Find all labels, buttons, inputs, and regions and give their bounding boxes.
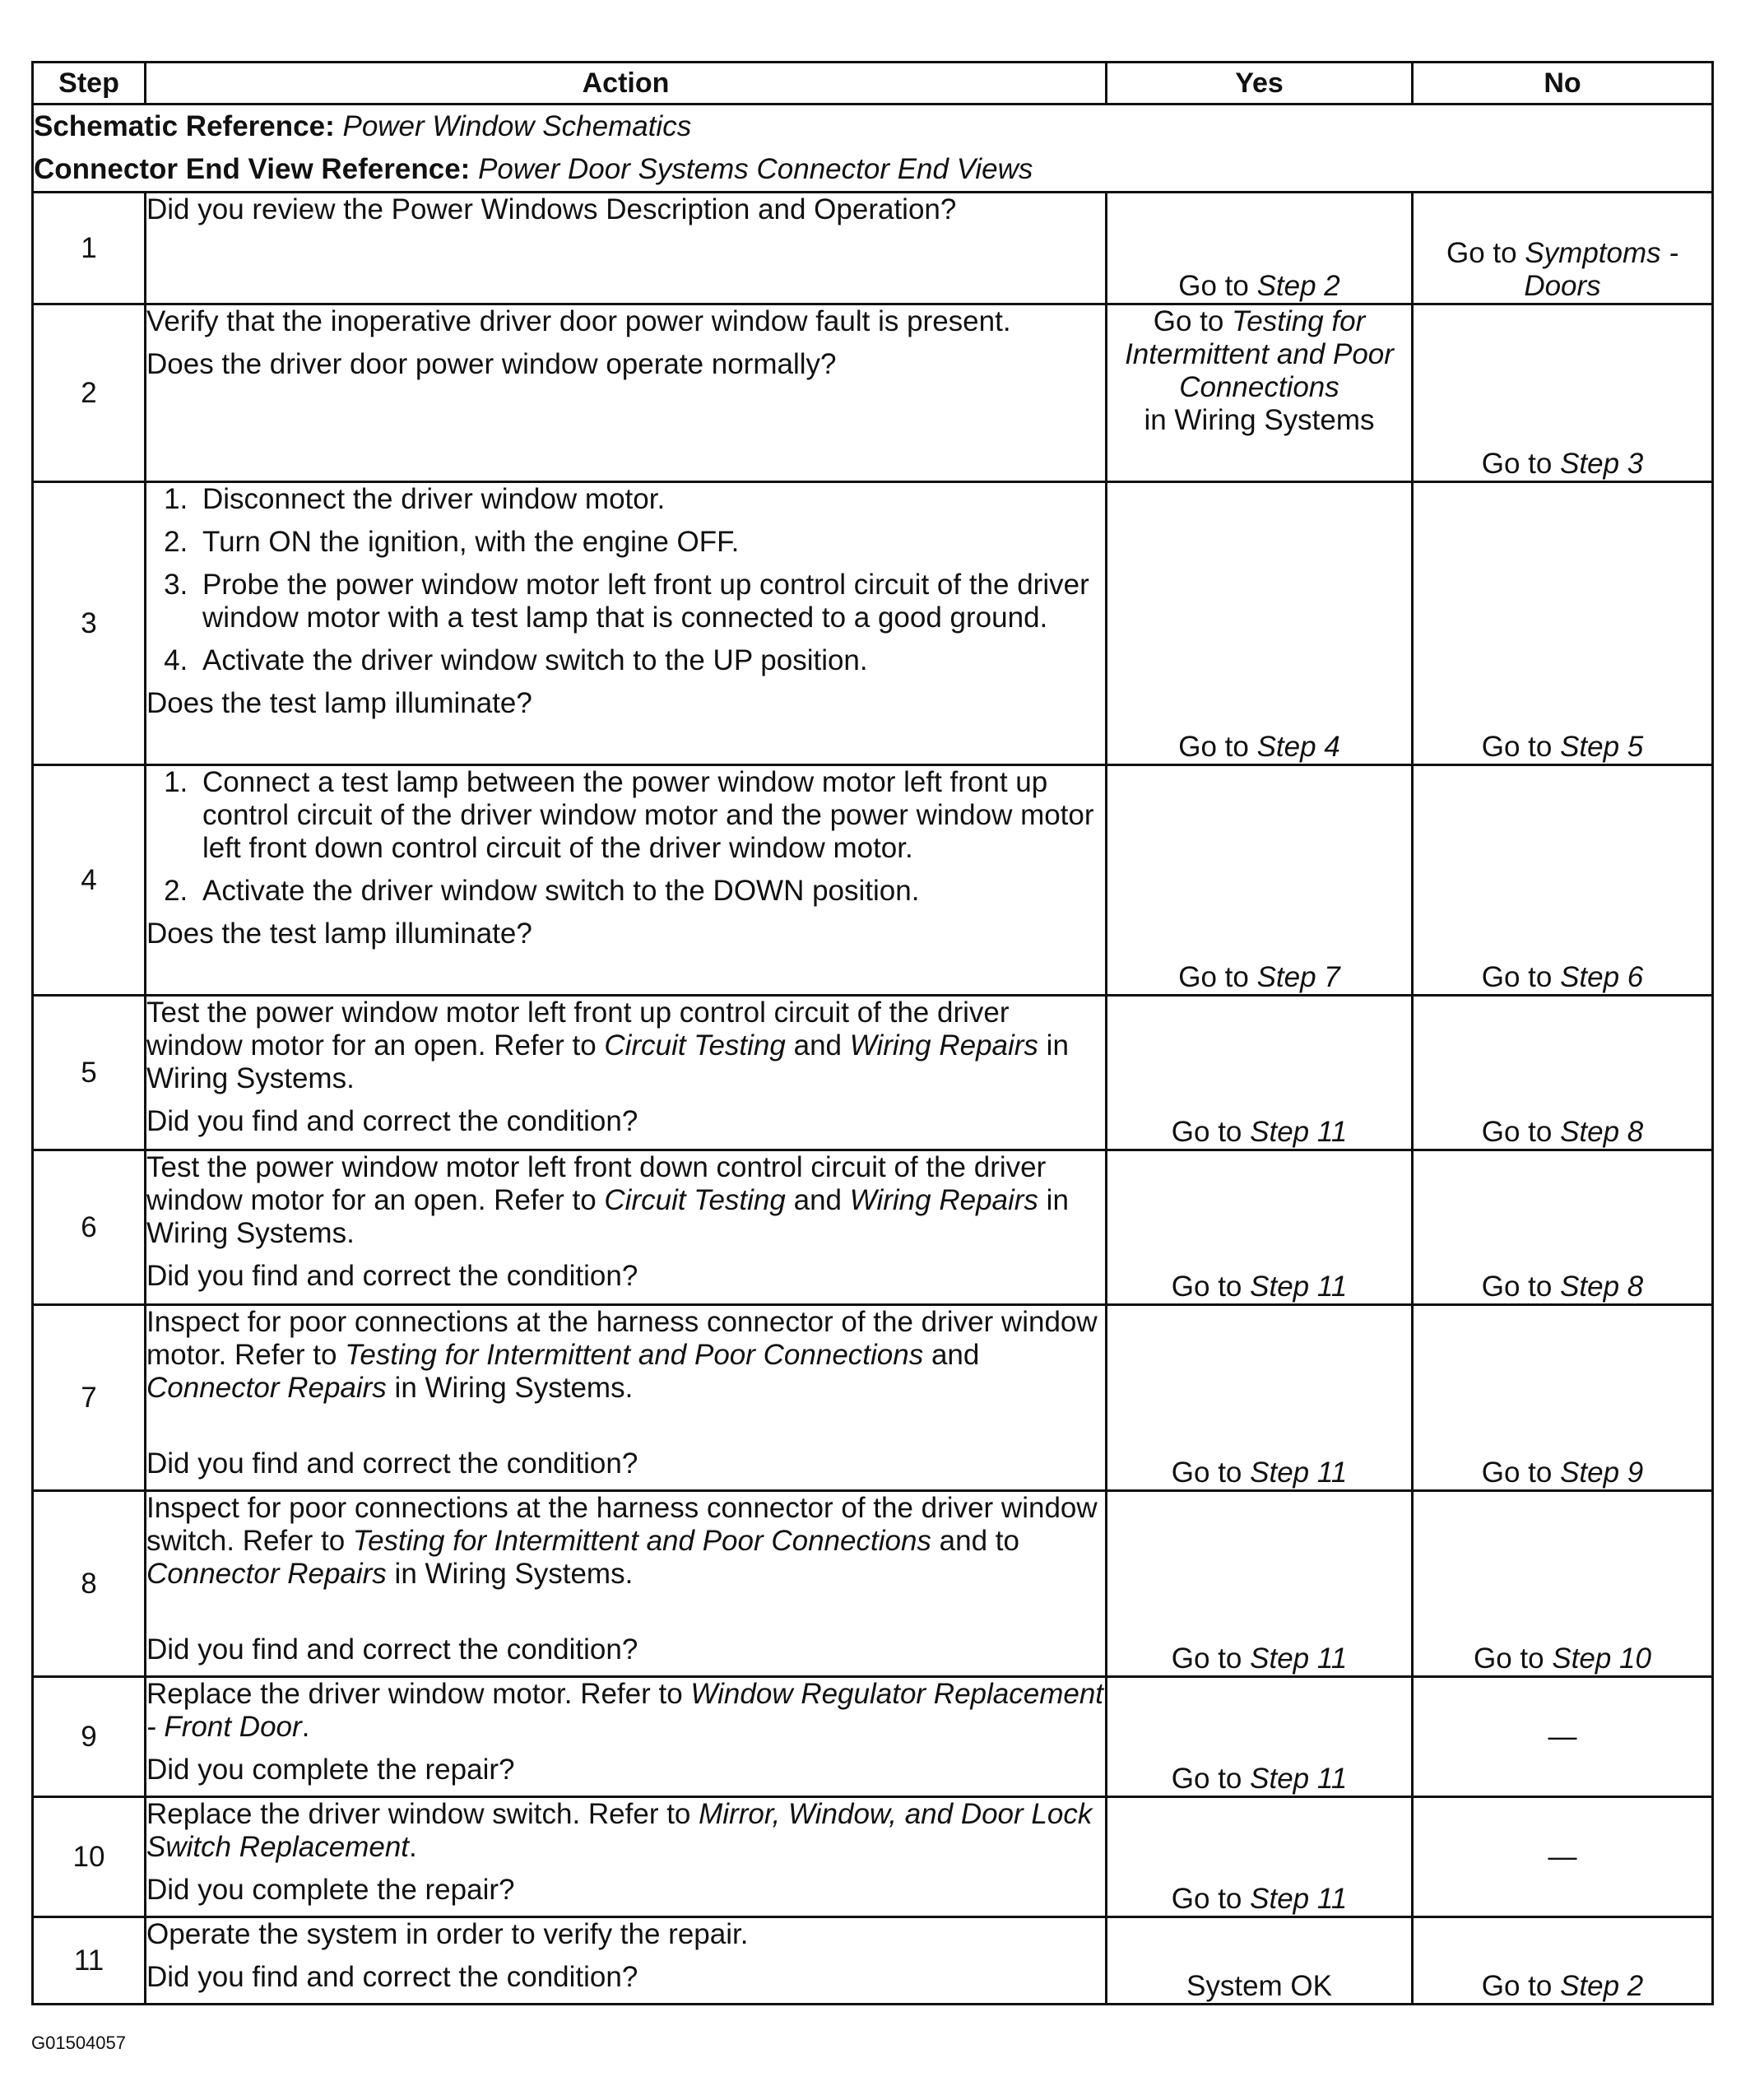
connector-reference-label: Connector End View Reference: xyxy=(34,153,471,185)
step-number: 3 xyxy=(33,482,146,765)
no-cell xyxy=(1413,1677,1713,1797)
action-cell xyxy=(146,1917,1107,2005)
action-reference: Circuit Testing xyxy=(604,1029,786,1062)
yes-text: Go to xyxy=(1178,731,1257,763)
schematic-reference-label: Schematic Reference: xyxy=(34,110,335,142)
action-text-part: in Wiring Systems. xyxy=(146,1184,1069,1249)
action-cell xyxy=(146,1150,1107,1305)
yes-link: Step 11 xyxy=(1250,1883,1348,1915)
action-question: Did you find and correct the condition? xyxy=(146,1447,638,1480)
yes-cell xyxy=(1107,1797,1413,1917)
action-text: Verify that the inoperative driver door power window fault is present. xyxy=(146,305,1011,337)
action-text-part: in Wiring Systems. xyxy=(386,1372,634,1404)
yes-link: Step 11 xyxy=(1250,1271,1348,1303)
yes-text: Go to xyxy=(1171,1883,1251,1915)
action-question: Did you find and correct the condition? xyxy=(146,1633,638,1666)
step-number: 10 xyxy=(33,1797,146,1917)
table-row xyxy=(33,1917,1713,2005)
list-item: 4. Activate the driver window switch to the UP position. xyxy=(196,644,1105,677)
no-cell xyxy=(1413,1305,1713,1491)
header-step: Step xyxy=(33,63,146,105)
action-question: Does the test lamp illuminate? xyxy=(146,918,532,950)
action-question: Did you complete the repair? xyxy=(146,1754,515,1786)
no-text: Go to xyxy=(1481,1271,1561,1303)
yes-link: Step 11 xyxy=(1250,1763,1348,1795)
schematic-reference xyxy=(34,105,1711,148)
action-reference: Wiring Repairs xyxy=(849,1029,1038,1062)
action-reference: Wiring Repairs xyxy=(849,1184,1038,1216)
no-link: Step 8 xyxy=(1560,1116,1644,1148)
action-text xyxy=(146,1306,1105,1405)
diagnostic-table xyxy=(31,61,1714,2005)
header-yes: Yes xyxy=(1107,63,1413,105)
header-no: No xyxy=(1413,63,1713,105)
yes-cell xyxy=(1107,482,1413,765)
procedure-list xyxy=(146,766,1105,908)
yes-link: Step 11 xyxy=(1250,1457,1348,1489)
yes-text: System OK xyxy=(1186,1970,1332,2002)
table-row xyxy=(33,1150,1713,1305)
no-link: Step 8 xyxy=(1560,1271,1644,1303)
no-link: Step 9 xyxy=(1560,1457,1644,1489)
action-text xyxy=(146,1678,1105,1744)
step-number: 8 xyxy=(33,1491,146,1677)
no-dash: — xyxy=(1548,1720,1577,1753)
no-text: Go to xyxy=(1446,237,1525,269)
yes-text: Go to xyxy=(1178,961,1257,993)
no-cell xyxy=(1413,996,1713,1150)
action-text xyxy=(146,1151,1105,1250)
yes-cell xyxy=(1107,1677,1413,1797)
no-cell xyxy=(1413,482,1713,765)
action-text-part: Replace the driver window motor. Refer to xyxy=(146,1678,691,1710)
yes-text: Go to xyxy=(1171,1642,1251,1675)
step-number: 4 xyxy=(33,765,146,996)
action-text: Did you review the Power Windows Description and Operation? xyxy=(146,193,957,225)
action-text xyxy=(146,1798,1105,1864)
action-reference: Circuit Testing xyxy=(604,1184,786,1216)
action-cell xyxy=(146,996,1107,1150)
step-number: 11 xyxy=(33,1917,146,2005)
reference-cell xyxy=(33,105,1713,193)
table-row xyxy=(33,1491,1713,1677)
yes-suffix: in Wiring Systems xyxy=(1144,404,1375,436)
no-cell xyxy=(1413,304,1713,482)
step-number: 6 xyxy=(33,1150,146,1305)
table-row xyxy=(33,1797,1713,1917)
table-row xyxy=(33,482,1713,765)
action-text: Operate the system in order to verify the repair. xyxy=(146,1918,749,1950)
yes-cell xyxy=(1107,304,1413,482)
step-number: 2 xyxy=(33,304,146,482)
table-row xyxy=(33,1305,1713,1491)
action-cell xyxy=(146,1305,1107,1491)
action-text xyxy=(146,1492,1105,1591)
no-text: Go to xyxy=(1474,1642,1553,1675)
connector-reference-value: Power Door Systems Connector End Views xyxy=(478,153,1033,185)
action-question: Does the driver door power window operate normally? xyxy=(146,348,837,380)
action-text-part: . xyxy=(301,1711,310,1743)
list-item: 3. Probe the power window motor left front up control circuit of the driver window motor with a test lamp that is connected to a good ground. xyxy=(196,569,1105,634)
yes-text: Go to xyxy=(1171,1457,1251,1489)
action-text-part: Replace the driver window switch. Refer to xyxy=(146,1798,699,1830)
action-question: Did you find and correct the condition? xyxy=(146,1260,638,1292)
action-question: Did you find and correct the condition? xyxy=(146,1105,638,1137)
action-text-part: and xyxy=(785,1184,850,1216)
action-reference: Testing for Intermittent and Poor Connections xyxy=(352,1525,931,1557)
action-text-part: and xyxy=(923,1339,980,1371)
action-cell xyxy=(146,193,1107,304)
no-link: Step 5 xyxy=(1560,731,1644,763)
header-action: Action xyxy=(146,63,1107,105)
action-text-part: Test the power window motor left front up control circuit of the driver window motor for an open. Refer to xyxy=(146,997,1010,1062)
no-dash: — xyxy=(1548,1840,1577,1873)
no-link: Step 3 xyxy=(1560,448,1644,480)
yes-link: Step 2 xyxy=(1256,270,1340,302)
action-text-part: and xyxy=(785,1029,850,1062)
no-text: Go to xyxy=(1481,1457,1561,1489)
action-text-part: Inspect for poor connections at the harness connector of the driver window switch. Refer to xyxy=(146,1492,1098,1557)
action-reference: Mirror, Window, and Door Lock Switch Replacement xyxy=(146,1798,1093,1863)
no-link: Symptoms - Doors xyxy=(1524,237,1679,302)
yes-cell xyxy=(1107,193,1413,304)
no-text: Go to xyxy=(1481,448,1561,480)
no-cell xyxy=(1413,1917,1713,2005)
action-question: Does the test lamp illuminate? xyxy=(146,687,532,719)
yes-cell xyxy=(1107,1491,1413,1677)
yes-link: Step 11 xyxy=(1250,1116,1348,1148)
step-number: 9 xyxy=(33,1677,146,1797)
no-cell xyxy=(1413,193,1713,304)
list-item: 2. Activate the driver window switch to the DOWN position. xyxy=(196,875,1105,908)
header-row xyxy=(33,63,1713,105)
action-text xyxy=(146,997,1105,1095)
action-cell xyxy=(146,1797,1107,1917)
action-text-part: Test the power window motor left front down control circuit of the driver window motor for an open. Refer to xyxy=(146,1151,1047,1216)
step-number: 5 xyxy=(33,996,146,1150)
table-row xyxy=(33,765,1713,996)
no-link: Step 6 xyxy=(1560,961,1644,993)
yes-text: Go to xyxy=(1171,1763,1251,1795)
yes-text: Go to xyxy=(1171,1116,1251,1148)
no-cell xyxy=(1413,1150,1713,1305)
action-question: Did you complete the repair? xyxy=(146,1874,515,1906)
yes-cell xyxy=(1107,765,1413,996)
list-item: 1. Disconnect the driver window motor. xyxy=(196,483,1105,516)
action-text-part: Inspect for poor connections at the harness connector of the driver window motor. Refer to xyxy=(146,1306,1098,1371)
action-reference: Connector Repairs xyxy=(146,1558,387,1590)
no-text: Go to xyxy=(1481,1116,1561,1148)
no-link: Step 10 xyxy=(1552,1642,1651,1675)
connector-reference xyxy=(34,148,1711,191)
table-row xyxy=(33,304,1713,482)
action-cell xyxy=(146,1677,1107,1797)
action-text-part: in Wiring Systems. xyxy=(386,1558,634,1590)
list-item: 2. Turn ON the ignition, with the engine OFF. xyxy=(196,526,1105,559)
yes-cell xyxy=(1107,996,1413,1150)
figure-code: G01504057 xyxy=(31,2033,126,2053)
action-text-part: in Wiring Systems. xyxy=(146,1029,1069,1094)
table-row xyxy=(33,996,1713,1150)
action-text-part: and to xyxy=(931,1525,1019,1557)
yes-text: Go to xyxy=(1178,270,1257,302)
no-cell xyxy=(1413,1491,1713,1677)
yes-link: Testing for Intermittent and Poor Connections xyxy=(1125,305,1394,403)
yes-text: Go to xyxy=(1153,305,1233,337)
action-cell xyxy=(146,1491,1107,1677)
no-link: Step 2 xyxy=(1560,1970,1644,2002)
action-question: Did you find and correct the condition? xyxy=(146,1961,638,1993)
yes-cell xyxy=(1107,1917,1413,2005)
action-reference: Testing for Intermittent and Poor Connections xyxy=(345,1339,924,1371)
list-item: 1. Connect a test lamp between the power window motor left front up control circuit of the driver window motor and the power window motor left front down control circuit of the driver window motor. xyxy=(196,766,1105,865)
action-text-part: . xyxy=(409,1831,417,1863)
table-row xyxy=(33,193,1713,304)
action-cell xyxy=(146,304,1107,482)
procedure-list xyxy=(146,483,1105,677)
action-reference: Connector Repairs xyxy=(146,1372,387,1404)
step-number: 7 xyxy=(33,1305,146,1491)
no-cell xyxy=(1413,765,1713,996)
no-text: Go to xyxy=(1481,1970,1561,2002)
action-cell xyxy=(146,482,1107,765)
yes-link: Step 7 xyxy=(1256,961,1340,993)
yes-cell xyxy=(1107,1305,1413,1491)
yes-text: Go to xyxy=(1171,1271,1251,1303)
action-cell xyxy=(146,765,1107,996)
no-text: Go to xyxy=(1481,731,1561,763)
schematic-reference-value: Power Window Schematics xyxy=(342,110,692,142)
step-number: 1 xyxy=(33,193,146,304)
reference-row xyxy=(33,105,1713,193)
table-row xyxy=(33,1677,1713,1797)
yes-cell xyxy=(1107,1150,1413,1305)
no-text: Go to xyxy=(1481,961,1561,993)
action-reference: Window Regulator Replacement - Front Door xyxy=(146,1678,1104,1743)
no-cell xyxy=(1413,1797,1713,1917)
yes-link: Step 4 xyxy=(1256,731,1340,763)
yes-link: Step 11 xyxy=(1250,1642,1348,1675)
